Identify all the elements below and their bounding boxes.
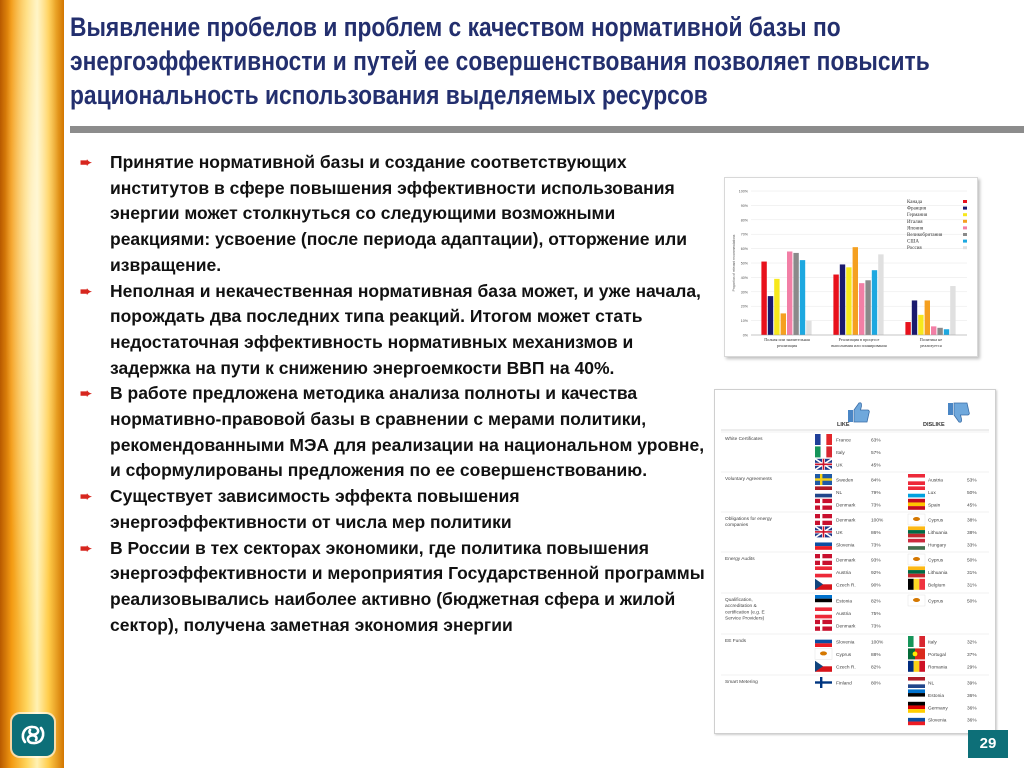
- country-flag-icon: [815, 661, 832, 672]
- flag-stripe: [919, 636, 925, 647]
- like-country: Denmark: [836, 558, 856, 564]
- bullet-item: [80, 381, 712, 484]
- policy-measure-label: White Certificates: [725, 437, 763, 442]
- slide-title-line: Выявление пробелов и проблем с качеством нормативной базы по: [70, 12, 841, 42]
- dislike-percent: 37%: [967, 652, 977, 658]
- flag-stripe: [914, 579, 920, 590]
- flag-stripe: [815, 595, 832, 599]
- like-country: Cyprus: [836, 652, 852, 658]
- dislike-country: Cyprus: [928, 558, 944, 564]
- legend-swatch: [963, 200, 967, 203]
- like-percent: 79%: [871, 490, 881, 496]
- flag-stripe: [908, 502, 925, 506]
- country-flag-icon: [908, 539, 925, 550]
- like-country: Finland: [836, 681, 852, 687]
- country-flag-icon: [908, 595, 925, 606]
- policy-measure-label: Voluntary Agreements: [725, 477, 772, 482]
- flag-stripe: [826, 434, 832, 445]
- like-percent: 75%: [871, 611, 881, 617]
- flag-emblem: [913, 652, 918, 657]
- country-flag-icon: [815, 579, 832, 590]
- y-tick-label: 0%: [742, 333, 748, 338]
- bullet-arrow-icon: ➨: [80, 488, 92, 505]
- y-tick-label: 40%: [740, 275, 748, 280]
- flag-stripe: [815, 566, 832, 570]
- country-flag-icon: [815, 486, 832, 497]
- country-flag-icon: [908, 677, 925, 688]
- title-divider: [70, 126, 1024, 133]
- bullet-list: [80, 150, 712, 638]
- country-flag-icon: [815, 514, 832, 525]
- flag-stripe: [908, 697, 925, 701]
- bar-Великобритания: [937, 328, 942, 335]
- flag-stripe: [815, 611, 832, 615]
- like-country: UK: [836, 530, 843, 536]
- dislike-percent: 36%: [967, 718, 977, 724]
- dislike-percent: 38%: [967, 518, 977, 524]
- bullet-item: [80, 150, 712, 279]
- country-flag-icon: [908, 689, 925, 700]
- dislike-country: Cyprus: [928, 518, 944, 524]
- flag-stripe: [815, 494, 832, 498]
- flag-stripe: [914, 636, 920, 647]
- country-flag-icon: [908, 714, 925, 725]
- like-percent: 57%: [871, 450, 881, 456]
- slide-title: [70, 10, 930, 112]
- policy-measure-label: Obligations for energy: [725, 517, 772, 522]
- country-flag-icon: [815, 595, 832, 606]
- dislike-percent: 50%: [967, 599, 977, 605]
- bar-Япония: [787, 251, 792, 335]
- country-flag-icon: [908, 474, 925, 485]
- like-percent: 73%: [871, 503, 881, 509]
- bar-Япония: [859, 283, 864, 335]
- flag-stripe: [815, 490, 832, 494]
- side-bar-glow: [0, 0, 64, 768]
- bullet-text: Существует зависимость эффекта повышения энергоэффективности от числа мер политики: [110, 486, 520, 532]
- dislike-percent: 33%: [967, 543, 977, 549]
- like-percent: 84%: [871, 478, 881, 484]
- policy-like-dislike-table: [714, 389, 996, 734]
- flag-stripe: [815, 486, 832, 490]
- x-category-label: реализация: [776, 343, 798, 348]
- like-percent: 73%: [871, 624, 881, 630]
- like-percent: 86%: [871, 530, 881, 536]
- flag-stripe: [908, 478, 925, 482]
- country-flag-icon: [815, 539, 832, 550]
- bullet-arrow-icon: ➨: [80, 385, 92, 402]
- bar-Италия: [925, 300, 930, 335]
- flag-stripe: [908, 506, 925, 510]
- flag-emblem: [913, 557, 920, 561]
- like-country: UK: [836, 463, 843, 469]
- dislike-percent: 45%: [967, 503, 977, 509]
- country-flag-icon: [815, 499, 832, 510]
- legend-swatch: [963, 246, 967, 249]
- policy-measure-label: accreditation &: [725, 604, 757, 610]
- dislike-percent: 50%: [967, 558, 977, 564]
- country-flag-icon: [908, 566, 925, 577]
- bullet-item: [80, 279, 712, 382]
- flag-stripe: [908, 709, 925, 713]
- flag-stripe: [908, 534, 925, 538]
- thumb-cuff: [848, 410, 853, 422]
- policy-implementation-chart: [724, 177, 978, 357]
- dislike-percent: 36%: [967, 706, 977, 712]
- flag-cross: [815, 681, 832, 683]
- dislike-country: Lithuania: [928, 570, 948, 576]
- dislike-country: Romania: [928, 665, 948, 671]
- x-category-label: реализуется: [920, 343, 942, 348]
- thumb-hand: [854, 403, 869, 422]
- legend-entry: Великобритания: [907, 233, 943, 238]
- flag-stripe: [908, 702, 925, 706]
- like-percent: 45%: [871, 463, 881, 469]
- flag-stripe: [908, 546, 925, 550]
- y-tick-label: 20%: [740, 304, 748, 309]
- flag-stripe: [815, 640, 832, 644]
- flag-stripe: [919, 579, 925, 590]
- flag-stripe: [826, 446, 832, 457]
- flag-stripe: [908, 705, 925, 709]
- flag-stripe: [815, 602, 832, 606]
- thumb-cuff: [948, 403, 953, 415]
- bar-Германия: [846, 267, 851, 335]
- flag-emblem: [913, 517, 920, 521]
- bar-Канада: [833, 275, 838, 335]
- country-flag-icon: [908, 486, 925, 497]
- like-percent: 82%: [871, 665, 881, 671]
- chart-canvas: [725, 178, 977, 356]
- bullet-arrow-icon: ➨: [80, 154, 92, 170]
- legend-swatch: [963, 226, 967, 229]
- legend-entry: Япония: [907, 226, 924, 232]
- dislike-percent: 53%: [967, 478, 977, 484]
- bar-Франция: [840, 264, 845, 335]
- flag-cross: [815, 503, 832, 505]
- x-category-label: Полная или значительная: [764, 337, 810, 342]
- dislike-percent: 50%: [967, 490, 977, 496]
- flag-stripe: [821, 446, 827, 457]
- flag-stripe: [908, 474, 925, 478]
- y-tick-label: 10%: [740, 319, 748, 324]
- bar-Германия: [774, 279, 779, 335]
- flag-stripe: [908, 579, 914, 590]
- flag-stripe: [815, 546, 832, 550]
- flag-stripe: [908, 486, 925, 490]
- country-flag-icon: [908, 499, 925, 510]
- like-percent: 73%: [871, 543, 881, 549]
- dislike-country: Lithuania: [928, 530, 948, 536]
- flag-stripe: [908, 718, 925, 722]
- y-tick-label: 80%: [740, 218, 748, 223]
- policy-measure-label: certification (e.g. E: [725, 610, 765, 616]
- like-percent: 80%: [871, 681, 881, 687]
- bullet-item: [80, 536, 712, 639]
- like-country: Denmark: [836, 624, 856, 630]
- slide-title-line: энергоэффективности и путей ее совершенствования позволяет повысить: [70, 46, 930, 76]
- bar-США: [944, 329, 949, 335]
- bullet-arrow-icon: ➨: [80, 539, 92, 556]
- bar-Италия: [781, 313, 786, 335]
- flag-emblem: [913, 598, 920, 602]
- policy-measure-label: EE Funds: [725, 639, 747, 644]
- dislike-percent: 36%: [967, 693, 977, 699]
- dislike-percent: 29%: [967, 665, 977, 671]
- dislike-country: Belgium: [928, 583, 946, 589]
- slide-title-line: рациональность использования выделяемых ресурсов: [70, 80, 708, 110]
- like-country: Denmark: [836, 503, 856, 509]
- flag-stripe: [815, 570, 832, 574]
- policy-measure-label: Smart Metering: [725, 680, 758, 685]
- x-category-label: Реализация в процессе: [838, 337, 880, 342]
- dislike-country: NL: [928, 681, 935, 687]
- country-flag-icon: [815, 446, 832, 457]
- like-percent: 88%: [871, 652, 881, 658]
- legend-swatch: [963, 207, 967, 210]
- bar-США: [800, 260, 805, 335]
- policy-measure-label: Energy Audits: [725, 557, 755, 562]
- flag-stripe: [815, 599, 832, 603]
- like-country: Slovenia: [836, 543, 855, 549]
- bullet-text: В работе предложена методика анализа полноты и качества нормативно-правовой базы в сравнении с мерами политики, рекомендованными МЭА для реализации на национальном уровне, и сформулированы предложения по ее совершенствованию.: [110, 383, 705, 481]
- flag-stripe: [815, 643, 832, 647]
- y-tick-label: 70%: [740, 232, 748, 237]
- y-tick-label: 100%: [738, 189, 748, 194]
- dislike-header: DISLIKE: [923, 422, 945, 428]
- page-number: 29: [968, 730, 1008, 758]
- like-country: Italy: [836, 450, 845, 456]
- country-flag-icon: [815, 434, 832, 445]
- thumbs-up-icon: [848, 403, 869, 422]
- bullet-text: Принятие нормативной базы и создание соответствующих институтов в сфере повышения эффективности использования энергии может столкнуться со следующими возможными реакциями: усвоение (после периода адаптации), отторжение или извращение.: [110, 152, 687, 275]
- bar-Франция: [912, 300, 917, 335]
- policy-measure-label: Qualification,: [725, 598, 753, 603]
- country-flag-icon: [908, 648, 925, 659]
- like-percent: 100%: [871, 518, 884, 524]
- dislike-country: Italy: [928, 640, 937, 646]
- dislike-percent: 32%: [967, 640, 977, 646]
- like-percent: 82%: [871, 599, 881, 605]
- like-country: Slovenia: [836, 640, 855, 646]
- bar-Италия: [853, 247, 858, 335]
- bar-Германия: [918, 315, 923, 335]
- flag-stripe: [914, 661, 920, 672]
- country-flag-icon: [908, 514, 925, 525]
- table-canvas: [715, 390, 995, 733]
- flag-cross: [815, 518, 832, 520]
- flag-stripe: [908, 570, 925, 574]
- bar-Канада: [905, 322, 910, 335]
- country-flag-icon: [815, 648, 832, 659]
- country-flag-icon: [908, 526, 925, 537]
- flag-stripe: [908, 661, 914, 672]
- like-header: LIKE: [837, 422, 850, 428]
- flag-cross: [815, 558, 832, 560]
- legend-entry: Канада: [907, 200, 923, 205]
- thumb-hand: [954, 403, 969, 422]
- legend-swatch: [963, 213, 967, 216]
- bar-США: [872, 270, 877, 335]
- flag-stripe: [815, 446, 821, 457]
- country-flag-icon: [815, 566, 832, 577]
- flag-stripe: [908, 681, 925, 685]
- flag-stripe: [908, 526, 925, 530]
- like-percent: 63%: [871, 438, 881, 444]
- flag-stripe: [908, 542, 925, 546]
- country-flag-icon: [815, 459, 832, 470]
- flag-stripe: [908, 636, 914, 647]
- country-flag-icon: [908, 661, 925, 672]
- x-category-label: Политика не: [919, 337, 943, 342]
- flag-stripe: [908, 539, 925, 543]
- country-flag-icon: [815, 607, 832, 618]
- like-country: Czech R.: [836, 665, 856, 671]
- organization-logo-icon: [12, 714, 54, 756]
- flag-stripe: [908, 689, 925, 693]
- legend-entry: Италия: [907, 219, 923, 225]
- flag-cross: [815, 624, 832, 626]
- flag-stripe: [908, 677, 925, 681]
- dislike-country: Lux: [928, 490, 936, 496]
- legend-entry: Германия: [907, 213, 928, 219]
- flag-stripe: [821, 434, 827, 445]
- y-tick-label: 50%: [740, 261, 748, 266]
- country-flag-icon: [815, 526, 832, 537]
- bar-Россия: [806, 321, 811, 335]
- legend-swatch: [963, 233, 967, 236]
- flag-emblem: [820, 651, 827, 655]
- policy-measure-label: companies: [725, 523, 749, 529]
- bar-Япония: [931, 326, 936, 335]
- like-country: Estonia: [836, 599, 852, 605]
- like-country: Denmark: [836, 518, 856, 524]
- flag-cross: [815, 478, 832, 480]
- legend-entry: Франция: [907, 206, 926, 212]
- flag-stripe: [908, 693, 925, 697]
- flag-stripe: [908, 684, 925, 688]
- dislike-country: Estonia: [928, 693, 944, 699]
- flag-stripe: [908, 574, 925, 578]
- flag-cross: [815, 531, 832, 533]
- legend-entry: США: [907, 239, 919, 245]
- flag-stripe: [908, 499, 925, 503]
- country-flag-icon: [908, 579, 925, 590]
- y-axis-label: Proportion of relevant recommendations: [732, 234, 736, 292]
- bullet-item: [80, 484, 712, 535]
- like-percent: 92%: [871, 570, 881, 576]
- country-flag-icon: [815, 677, 832, 688]
- flag-stripe: [908, 490, 925, 494]
- flag-stripe: [908, 530, 925, 534]
- bullet-arrow-icon: ➨: [80, 282, 92, 299]
- logo-glyph-icon: [18, 720, 48, 750]
- dislike-country: Slovenia: [928, 718, 947, 724]
- like-country: France: [836, 438, 851, 444]
- flag-stripe: [815, 607, 832, 611]
- flag-stripe: [815, 539, 832, 543]
- bar-Россия: [878, 254, 883, 335]
- flag-stripe: [919, 661, 925, 672]
- y-tick-label: 30%: [740, 290, 748, 295]
- bar-Великобритания: [865, 280, 870, 335]
- legend-entry: Россия: [907, 246, 922, 252]
- legend-swatch: [963, 220, 967, 223]
- y-tick-label: 60%: [740, 247, 748, 252]
- flag-stripe: [908, 494, 925, 498]
- country-flag-icon: [815, 620, 832, 631]
- dislike-percent: 38%: [967, 530, 977, 536]
- dislike-country: Hungary: [928, 543, 947, 549]
- dislike-country: Portugal: [928, 652, 946, 658]
- dislike-country: Cyprus: [928, 599, 944, 605]
- like-percent: 93%: [871, 558, 881, 564]
- bullet-text: В России в тех секторах экономики, где политика повышения энергоэффективности и мероприятия Государственной программы реализовывались наиболее активно (бюджетная сфера и жилой сектор), получена заметная экономия энергии: [110, 537, 705, 635]
- flag-stripe: [815, 542, 832, 546]
- country-flag-icon: [815, 474, 832, 485]
- country-flag-icon: [815, 554, 832, 565]
- x-category-label: выполнения или планирования: [831, 343, 887, 348]
- flag-stripe: [815, 615, 832, 619]
- dislike-country: Austria: [928, 478, 943, 484]
- decorative-side-bar: [0, 0, 64, 768]
- flag-stripe: [908, 566, 925, 570]
- dislike-percent: 39%: [967, 681, 977, 687]
- flag-stripe: [908, 714, 925, 718]
- bar-Франция: [768, 296, 773, 335]
- country-flag-icon: [908, 554, 925, 565]
- like-percent: 100%: [871, 640, 884, 646]
- like-country: Austria: [836, 570, 851, 576]
- flag-stripe: [908, 481, 925, 485]
- y-tick-label: 90%: [740, 203, 748, 208]
- flag-stripe: [815, 434, 821, 445]
- country-flag-icon: [908, 702, 925, 713]
- dislike-percent: 31%: [967, 583, 977, 589]
- legend-swatch: [963, 240, 967, 243]
- like-country: Sweden: [836, 478, 854, 484]
- bullet-text: Неполная и некачественная нормативная база может, и уже начала, порождать два последних типа реакций. Итогом может стать недостаточная эффективность нормативных механизмов и задержка на пути к снижению энергоемкости ВВП на 40%.: [110, 280, 701, 378]
- country-flag-icon: [815, 636, 832, 647]
- thumbs-down-icon: [948, 403, 969, 422]
- like-percent: 90%: [871, 583, 881, 589]
- flag-cross: [815, 464, 832, 466]
- flag-stripe: [908, 722, 925, 726]
- dislike-percent: 31%: [967, 570, 977, 576]
- bar-Канада: [761, 262, 766, 335]
- bar-Россия: [950, 286, 955, 335]
- flag-stripe: [815, 636, 832, 640]
- dislike-country: Spain: [928, 503, 941, 509]
- like-country: Czech R.: [836, 583, 856, 589]
- dislike-country: Germany: [928, 706, 948, 712]
- like-country: Austria: [836, 611, 851, 617]
- policy-measure-label: Service Providers): [725, 616, 765, 622]
- country-flag-icon: [908, 636, 925, 647]
- flag-stripe: [815, 574, 832, 578]
- like-country: NL: [836, 490, 843, 496]
- bar-Великобритания: [793, 253, 798, 335]
